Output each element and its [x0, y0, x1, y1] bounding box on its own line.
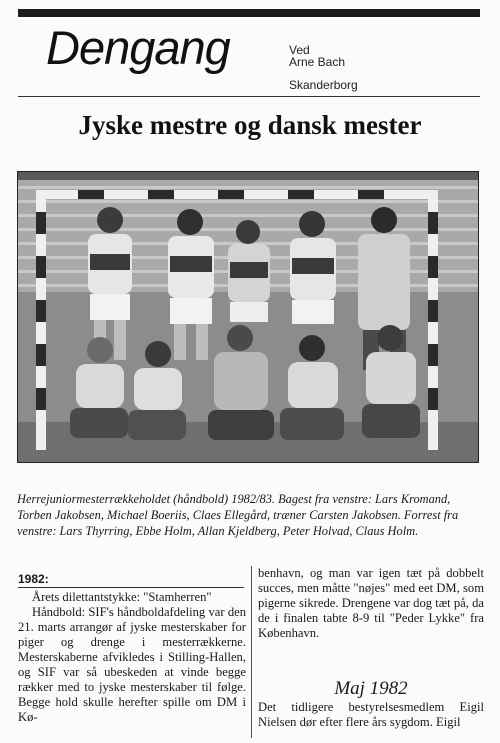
paragraph-play: Årets dilettantstykke: "Stamherren"	[32, 590, 212, 604]
paragraph-handball-continued: benhavn, og man var igen tæt på dobbelt succes, men måtte "nøjes" med eet DM, som pigerne sikrede. Drengene var dog tæt på, da de i finalen tabte 8-9 til "Peder Lykke" fra København.	[258, 566, 484, 640]
team-photo-illustration	[18, 172, 479, 463]
column-name: Dengang	[46, 21, 230, 74]
column-divider	[251, 566, 252, 738]
paragraph-handball: Håndbold: SIF's håndboldafdeling var den 21. marts arrangør af jyske mesterskaber for piger og drenge i mesterrækkerne. Mesterskaberne afvikledes i Stilling-Hallen, og SIF var så ubeskeden at vinde begge rækker med to jyske mesterskaber til følge. Begge hold skulle herefter spille om DM i Kø-	[18, 605, 246, 724]
year-heading: 1982:	[18, 572, 49, 586]
byline	[289, 44, 345, 68]
year-rule	[18, 587, 244, 588]
photo-caption: Herrejuniormesterrækkeholdet (håndbold) 1982/83. Bagest fra venstre: Lars Kromand, Torben Jakobsen, Michael Boeriis, Claes Ellegård, træner Carsten Jakobsen. Forrest fra venstre: Lars Thyrring, Ebbe Holm, Allan Kjeldberg, Peter Holvad, Claus Holm.	[17, 492, 459, 538]
paragraph-may: Det tidligere bestyrelsesmedlem Eigil Nielsen dør efter flere års sygdom. Eigil	[258, 700, 484, 729]
place-name: Skanderborg	[289, 78, 358, 92]
byline-prefix: Ved	[289, 43, 310, 57]
month-heading: Maj 1982	[334, 678, 408, 699]
team-photo	[17, 171, 479, 463]
article-column-left	[18, 590, 246, 725]
byline-author: Arne Bach	[289, 55, 346, 69]
article-column-right	[258, 566, 484, 641]
top-rule	[18, 9, 480, 17]
headline: Jyske mestre og dansk mester	[78, 110, 422, 140]
header-rule	[18, 96, 480, 97]
